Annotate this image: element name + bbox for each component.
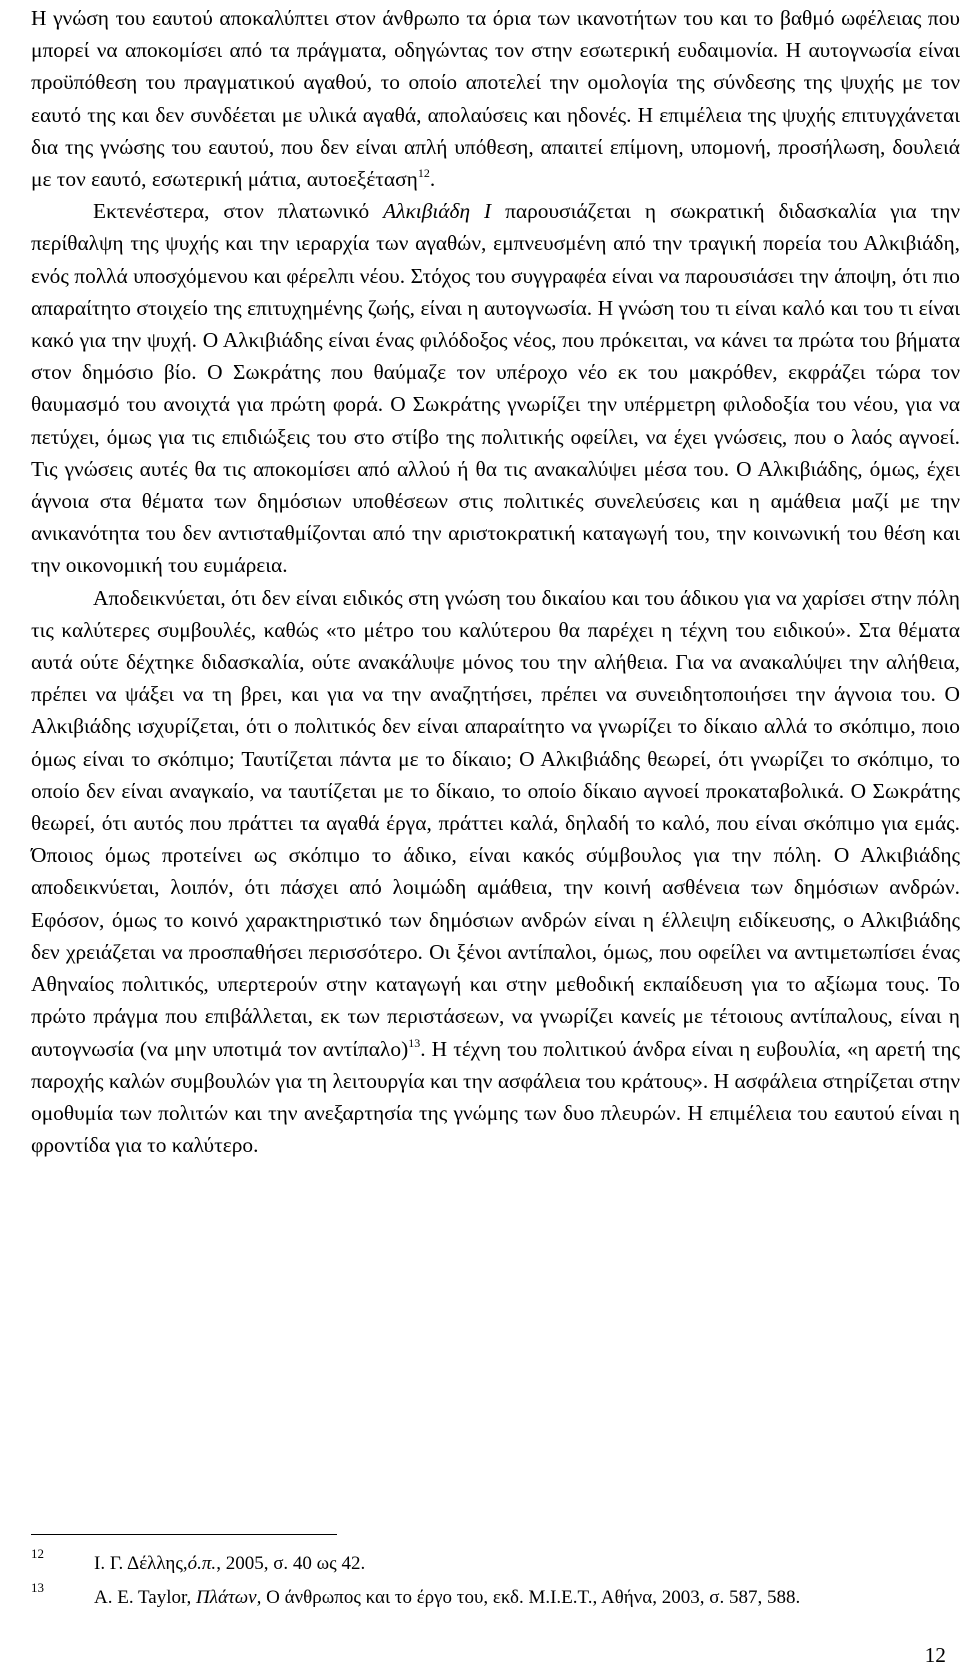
paragraph-text: Εκτενέστερα, στον πλατωνικό — [93, 199, 384, 224]
footnote-text-part: , 2005, σ. 40 ως 42. — [216, 1553, 366, 1574]
body-text — [31, 2, 960, 1161]
footnote-text-part: A. E. Taylor, — [94, 1587, 197, 1608]
page-number: 12 — [924, 1643, 946, 1667]
footnote-number: 13 — [31, 1580, 44, 1595]
paragraph-text: Αποδεικνύεται, ότι δεν είναι ειδικός στη γνώση του δικαίου και του άδικου για να χαρίσει στην πόλη τις καλύτερες συμβουλές, καθώς «το μέτρο του καλύτερου θα παρέχει η τέχνη του ειδικού». Στα θέματα αυτά ούτε δέχτηκε διδασκαλία, ούτε ανακάλυψε μόνος του την αλήθεια. Για να ανακαλύψει την αλήθεια, πρέπει να ψάξει να τη βρει, και για να την αναζητήσει, πρέπει να συνειδητοποιήσει την άγνοια του. Ο Αλκιβιάδης ισχυρίζεται, ότι ο πολιτικός δεν είναι απαραίτητο να γνωρίζει το δίκαιο αλλά το σκόπιμο, ποιο όμως είναι το σκόπιμο; Ταυτίζεται πάντα με το δίκαιο; Ο Αλκιβιάδης θεωρεί, ότι γνωρίζει το σκόπιμο, το οποίο δεν είναι αναγκαίο, να ταυτίζεται με το δίκαιο, το οποίο δίκαιο αγνοεί προκαταβολικά. Ο Σωκράτης θεωρεί, ότι αυτός που πράττει τα αγαθά έργα, πράττει καλά, δηλαδή το καλό, που είναι σκόπιμο για εμάς. Όποιος όμως προτείνει ως σκόπιμο το άδικο, είναι κακός σύμβουλος για την πόλη. Ο Αλκιβιάδης αποδεικνύεται, λοιπόν, ότι πάσχει από λοιμώδη αμάθεια, την κοινή ασθένεια των δημόσιων ανδρών. Εφόσον, όμως το κοινό χαρακτηριστικό των δημόσιων ανδρών είναι η έλλειψη ειδίκευσης, ο Αλκιβιάδης δεν χρειάζεται να προσπαθήσει περισσότερο. Οι ξένοι αντίπαλοι, όμως, που οφείλει να αντιμετωπίσει ένας Αθηναίος πολιτικός, υπερτερούν στην καταγωγή και στην μεθοδική εκπαίδευση για το αξίωμα τους. Το πρώτο πράγμα που επιβάλλεται, εκ των περιστάσεων, να γνωρίζει κανείς με τέτοιους αντίπαλους, είναι η αυτογνωσία (να μην υποτιμά τον αντίπαλο) — [31, 585, 960, 1061]
footnote — [31, 1580, 960, 1614]
footnote-number: 12 — [31, 1546, 44, 1561]
paragraph-text: . — [429, 167, 436, 192]
paragraph-text: παρουσιάζεται η σωκρατική διδασκαλία για την περίθαλψη της ψυχής και την ιεραρχία των αγαθών, εμπνευσμένη από την τραγική πορεία του Αλκιβιάδη, ενός πολλά υποσχόμενου και φέρελπι νέου. Στόχος του συγγραφέα είναι να παρουσιάσει την άποψη, ότι πιο απαραίτητο στοιχείο της επιτυχημένης ζωής, είναι η αυτογνωσία. Η γνώση του τι είναι καλό και του τι είναι κακό για την ψυχή. Ο Αλκιβιάδης είναι ένας φιλόδοξος νέος, που πρόκειται, να κάνει τα πρώτα του βήματα στον δημόσιο βίο. Ο Σωκράτης που θαύμαζε τον υπέροχο νέο εκ του μακρόθεν, εκφράζει τώρα τον θαυμασμό του ανοιχτά για πρώτη φορά. Ο Σωκράτης γνωρίζει την υπέρμετρη φιλοδοξία του νέου, για να πετύχει, όμως για τις επιδιώξεις του στο στίβο της πολιτικής οφείλει, να έχει γνώσεις, που ο λαός αγνοεί. Τις γνώσεις αυτές θα τις αποκομίσει από αλλού ή θα τις ανακαλύψει μέσα του. Ο Αλκιβιάδης, όμως, έχει άγνοια στα θέματα των δημόσιων υποθέσεων στις πολιτικές συνελεύσεις και η αμάθεια μαζί με την ανικανότητα του δεν αντισταθμίζονται από την αριστοκρατική καταγωγή του, την κοινωνική του θέση και την οικονομική του ευμάρεια. — [31, 199, 960, 578]
footnote-text-part: Ο άνθρωπος και το έργο του, εκδ. Μ.Ι.Ε.Τ., Αθήνα, 2003, σ. 587, 588. — [261, 1587, 801, 1608]
footnote-text — [94, 1586, 800, 1610]
paragraph-text: Η γνώση του εαυτού αποκαλύπτει στον άνθρωπο τα όρια των ικανοτήτων του και το βαθμό ωφέλειας που μπορεί να αποκομίσει από τα πράγματα, οδηγώντας τον στην εσωτερική ευδαιμονία. Η αυτογνωσία είναι προϋπόθεση του πραγματικού αγαθού, το οποίο αποτελεί την ομολογία της σύνδεσης της ψυχής με τον εαυτό της και δεν συνδέεται με υλικά αγαθά, απολαύσεις και ηδονές. Η επιμέλεια της ψυχής επιτυγχάνεται δια της γνώσης του εαυτού, που δεν είναι απλή υπόθεση, απαιτεί επίμονη, υπομονή, προσήλωση, δουλειά με τον εαυτό, εσωτερική μάτια, αυτοεξέταση — [31, 6, 960, 192]
footnote — [31, 1546, 960, 1580]
italic-text: Πλάτων, — [196, 1587, 262, 1608]
footnote-reference: 13 — [408, 1035, 421, 1050]
paragraph-text: . Η τέχνη του πολιτικού άνδρα είναι η ευβουλία, «η αρετή της παροχής καλών συμβουλών για τη λειτουργία και την ασφάλεια του κράτους». Η ασφάλεια στηρίζεται στην ομοθυμία των πολιτών και την ανεξαρτησία της γνώμης των δυο πλευρών. Η επιμέλεια του εαυτού είναι η φροντίδα για το καλύτερο. — [31, 1036, 960, 1158]
footnote-text — [94, 1552, 365, 1576]
italic-text: ό.π. — [187, 1553, 217, 1574]
paragraph — [31, 2, 960, 195]
footnote-separator — [31, 1534, 337, 1535]
footnote-text-part: Ι. Γ. Δέλλης, — [94, 1553, 188, 1574]
footnote-reference: 12 — [417, 166, 430, 181]
paragraph — [31, 195, 960, 581]
paragraph — [31, 582, 960, 1162]
footnotes — [31, 1546, 960, 1614]
italic-text: Αλκιβιάδη Ι — [383, 199, 492, 224]
